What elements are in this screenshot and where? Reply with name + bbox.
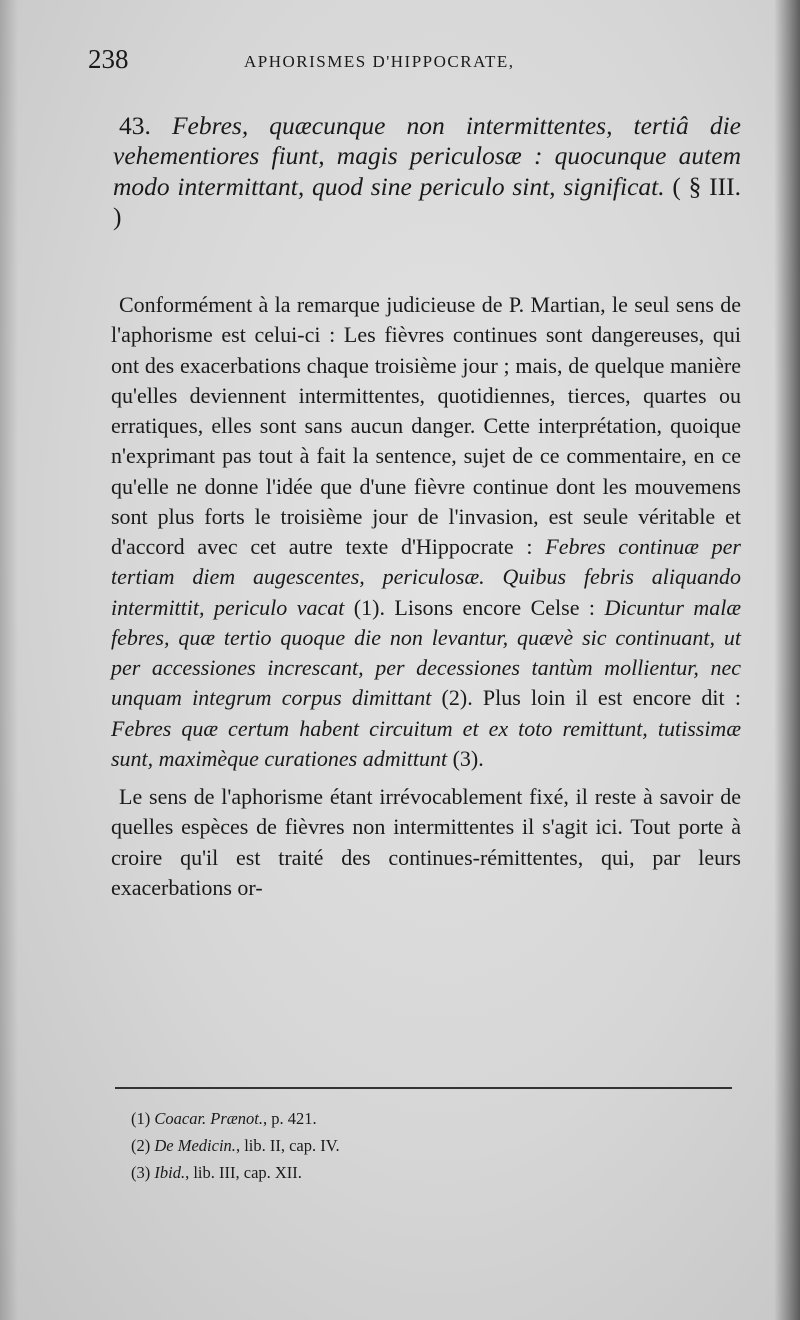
commentary-text: Conformément à la remarque judicieuse de P. Martian, le seul sens de l'aphorisme est celui-ci : Les fièvres continues sont dangereuses, qui ont des exacerbations chaque troisième jour ; mais, de quelque manière qu'elles deviennent intermittentes, quotidiennes, tierces, quartes ou erratiques, elles sont sans aucun danger. Cette interprétation, quoique n'exprimant pas tout à fait la sentence, sujet de ce commentaire, en ce qu'elle ne donne l'idée que d'une fièvre continue dont les mouvemens sont plus forts le troisième jour de l'invasion, est seule véritable et d'accord avec cet autre texte d'Hippocrate : [111,292,741,559]
quote-celsus-2: Febres quæ certum habent circuitum et ex toto remittunt, tutissimæ sunt, maximèque curationes admittunt [111,715,741,771]
footnote-3: (3) Ibid., lib. III, cap. XII. [131,1163,302,1182]
quote-hippocrates: Febres continuæ per tertiam diem augescentes, periculosæ. Quibus febris aliquando intermittit, periculo vacat [111,534,741,620]
footnote-2: (2) De Medicin., lib. II, cap. IV. [131,1136,340,1155]
footnote-divider [115,1087,732,1089]
footnote-ref-3: (3). [452,745,484,771]
commentary-text: Lisons encore Celse : [394,594,596,620]
aphorism-number: 43. [119,111,151,140]
aphorism-reference: ( § III. ) [113,171,741,231]
quote-celsus: Dicuntur malæ febres, quæ tertio quoque die non levantur, quævè sic continuant, ut per accessiones increscant, per decessiones tantùm mollientur, nec unquam integrum corpus dimittant [111,594,742,711]
commentary-paragraph-2: Le sens de l'aphorisme étant irrévocablement fixé, il reste à savoir de quelles espèces de fièvres non intermittentes il s'agit ici. Tout porte à croire qu'il est traité des continues-rémittentes, qui, par leurs exacerbations or- [111,784,741,900]
commentary-text: Plus loin il est encore dit : [482,685,741,711]
footnote-ref-2: (2). [441,685,473,711]
aphorism-block [113,111,741,232]
page-header-title: APHORISMES D'HIPPOCRATE, [244,52,515,71]
commentary-paragraph-1 [111,290,741,774]
page-number: 238 [88,44,129,74]
footnote-1: (1) Coacar. Prænot., p. 421. [131,1109,317,1128]
running-head [88,44,748,84]
page-gutter-shadow [0,0,18,1320]
footnote-ref-1: (1). [353,594,385,620]
footnotes [131,1105,731,1186]
commentary-body [111,290,741,903]
aphorism-text: Febres, quæcunque non intermittentes, tertiâ die vehementiores fiunt, magis periculosæ : quocunque autem modo intermittant, quod sine periculo sint, significat. [113,111,742,201]
page-edge-shadow [774,0,800,1320]
